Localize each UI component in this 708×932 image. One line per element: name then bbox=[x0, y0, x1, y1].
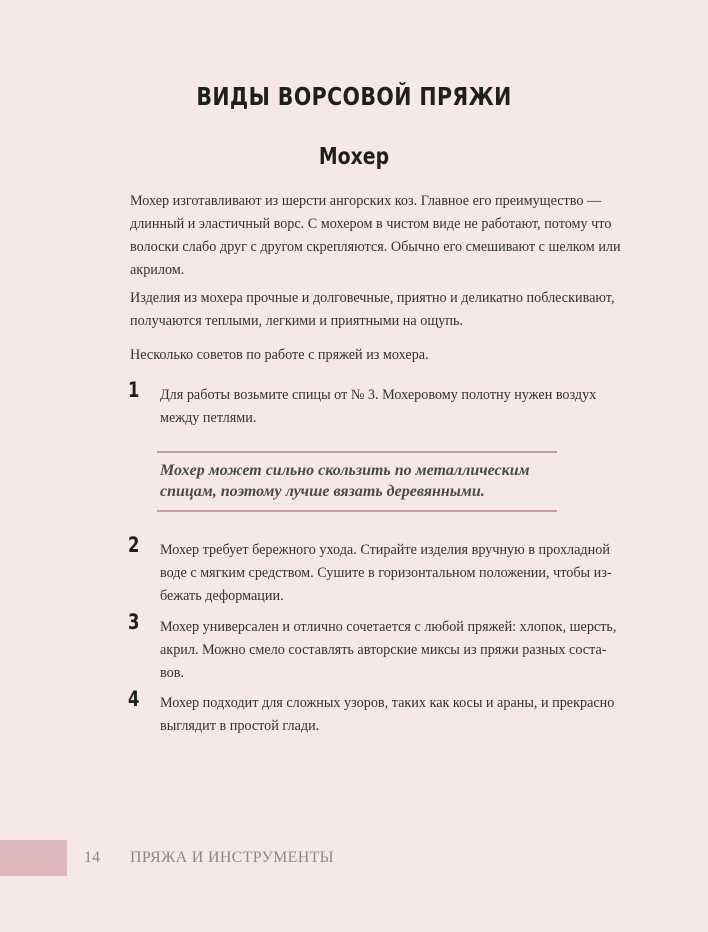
intro-paragraph: Мохер изготавливают из шерсти ангорских коз. Главное его преимущество — длинный и эластичный ворс. С мохером в чистом виде не работают, потому что волоски слабо друг с другом скрепляются. Обычно его смешивают с шелком или акрилом. bbox=[130, 193, 621, 278]
tip-number: 1 bbox=[128, 378, 140, 402]
tip-text: Мохер универсален и отлично сочетается с любой пряжей: хлопок, шерсть, акрил. Можно смело составлять авторские миксы из пряжи разных соста- вов. bbox=[160, 619, 617, 681]
tip-number: 2 bbox=[128, 533, 140, 557]
tip-number: 3 bbox=[128, 610, 140, 634]
tip-text: Мохер подходит для сложных узоров, таких как косы и араны, и прекрасно выглядит в простой глади. bbox=[160, 695, 615, 734]
section-heading: Мохер bbox=[318, 144, 390, 170]
callout-top-rule bbox=[157, 451, 557, 453]
tip-text: Мохер требует бережного ухода. Стирайте изделия вручную в прохладной воде с мягким средством. Сушите в горизонтальном положении, чтобы из- бежать деформации. bbox=[160, 542, 612, 604]
running-title: ПРЯЖА И ИНСТРУМЕНТЫ bbox=[130, 849, 334, 866]
callout-bottom-rule bbox=[157, 510, 557, 512]
tips-intro-paragraph: Несколько советов по работе с пряжей из мохера. bbox=[130, 347, 429, 363]
footer-accent-bar bbox=[0, 840, 67, 876]
properties-paragraph: Изделия из мохера прочные и долговечные, приятно и деликатно поблескивают, получаются теплыми, легкими и приятными на ощупь. bbox=[130, 290, 615, 329]
callout-text: Мохер может сильно скользить по металлическим спицам, поэтому лучше вязать деревянными. bbox=[160, 462, 530, 500]
page-number: 14 bbox=[84, 849, 100, 866]
page-title: ВИДЫ ВОРСОВОЙ ПРЯЖИ bbox=[196, 82, 512, 111]
tip-text: Для работы возьмите спицы от № 3. Мохеровому полотну нужен воздух между петлями. bbox=[160, 387, 597, 426]
tip-number: 4 bbox=[128, 687, 140, 711]
